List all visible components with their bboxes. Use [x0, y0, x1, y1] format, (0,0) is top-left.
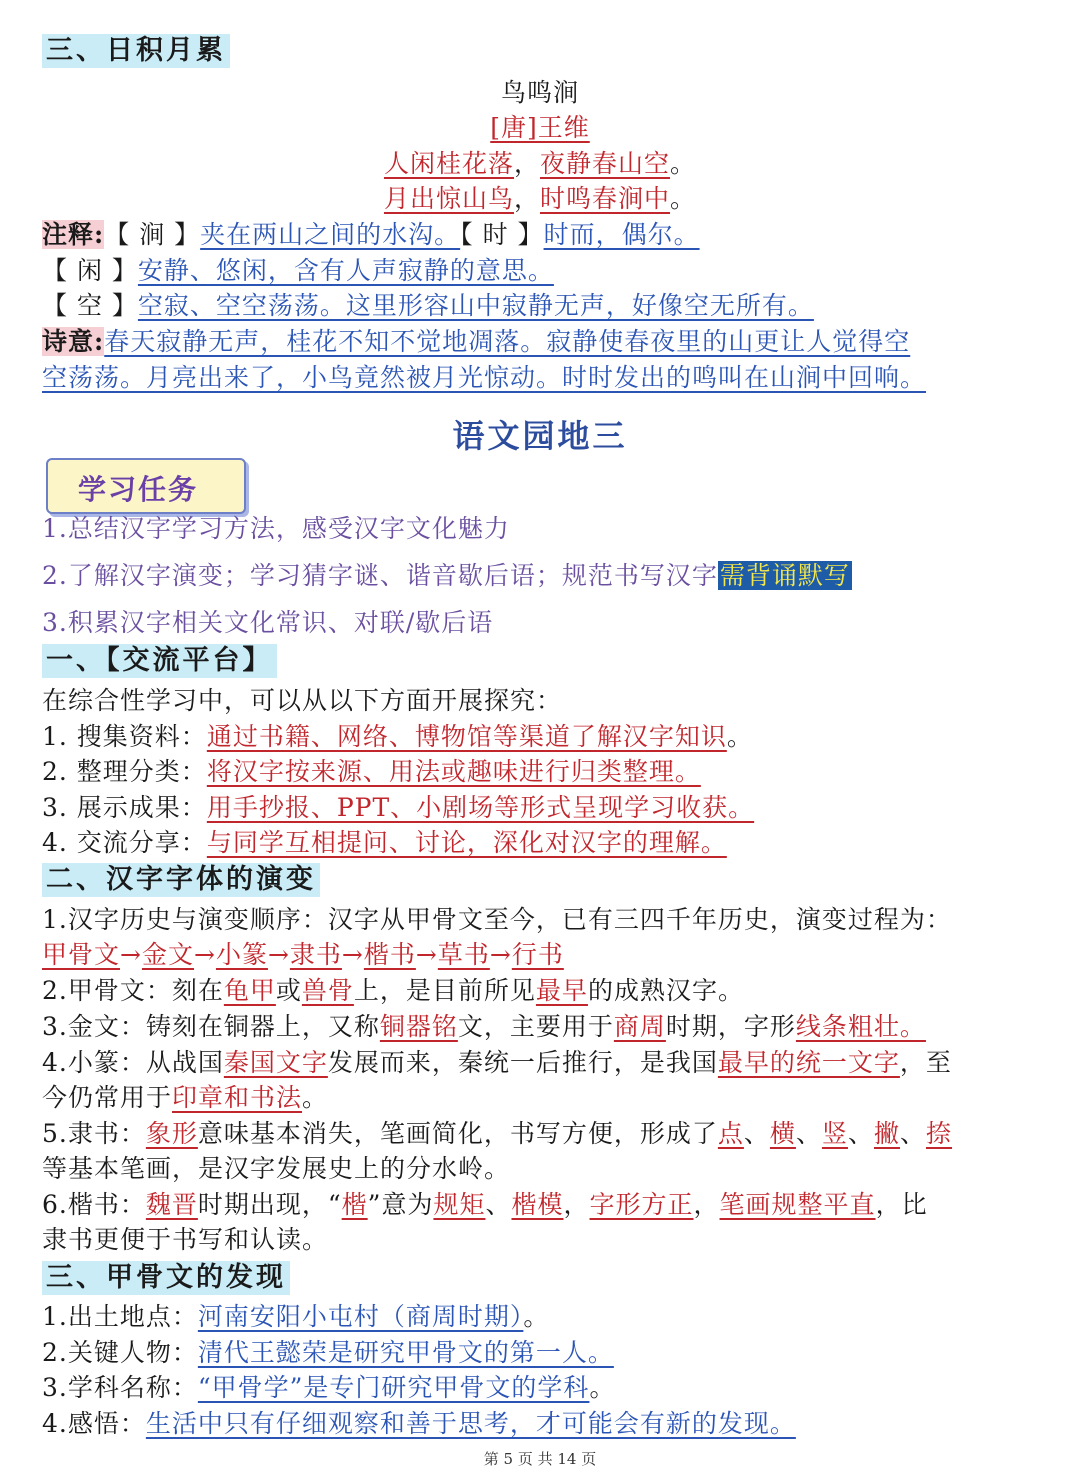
poem-title: 鸟鸣涧 [500, 78, 579, 107]
oracle-item-text: 清代王懿荣是研究甲骨文的第一人。 [197, 1338, 614, 1367]
text: 2.甲骨文：刻在 [42, 976, 224, 1005]
text: 今仍常用于 [42, 1083, 173, 1112]
exchange-item-label: 1. 搜集资料： [42, 722, 207, 751]
section-header-oracle [42, 1261, 1040, 1295]
section-header-accumulation [42, 34, 1040, 68]
text: 的成熟汉字。 [587, 976, 744, 1005]
oracle-item-text: 生活中只有仔细观察和善于思考，才可能会有新的发现。 [145, 1409, 796, 1438]
note-def-xian: 安静、悠闲，含有人声寂静的意思。 [137, 256, 554, 285]
poem-line-1 [0, 147, 1080, 181]
oracle-item [42, 1336, 1040, 1370]
oracle-item [42, 1300, 1040, 1334]
exchange-item [42, 755, 1040, 789]
poem-line-2a: 月出惊山鸟 [383, 184, 514, 213]
task-2-line [42, 559, 1040, 593]
poem-line-1-sep: ， [513, 149, 540, 178]
stroke-keyword: 竖 [821, 1119, 848, 1148]
keyword: 楷模 [511, 1190, 564, 1219]
exchange-item-label: 2. 整理分类： [42, 757, 207, 786]
oracle-item-end: 。 [589, 1373, 616, 1402]
evo-para-5-cont: 等基本笔画，是汉字发展史上的分水岭。 [42, 1154, 511, 1183]
evo-para-3 [42, 1010, 1040, 1044]
text: ，比 [875, 1190, 928, 1219]
keyword: 兽骨 [301, 976, 354, 1005]
meaning-label: 诗意: [42, 327, 105, 356]
note-term-shi: 【 时 】 [460, 220, 544, 249]
text: ”意为 [367, 1190, 434, 1219]
note-term-jian: 【 涧 】 [104, 220, 201, 249]
task-3: 3.积累汉字相关文化常识、对联/歇后语 [42, 608, 494, 637]
note-term-xian: 【 闲 】 [42, 256, 138, 285]
poem-line-1a: 人闲桂花落 [383, 149, 514, 178]
text: 4.小篆：从战国 [42, 1048, 224, 1077]
exchange-item-text: 将汉字按来源、用法或趣味进行归类整理。 [206, 757, 701, 786]
poem-author-line [0, 111, 1080, 145]
poem-line-1b: 夜静春山空 [540, 149, 671, 178]
stroke-keyword: 点 [717, 1119, 744, 1148]
text: 发展而来，秦统一后推行，是我国 [327, 1048, 718, 1077]
poem-line-1-end: 。 [670, 149, 697, 178]
text: 、 [485, 1190, 512, 1219]
text: 、 [900, 1119, 927, 1148]
oracle-item-label: 2.关键人物： [42, 1338, 198, 1367]
evo-step: 隶书 [289, 940, 342, 969]
oracle-item-end: 。 [523, 1302, 550, 1331]
oracle-item [42, 1407, 1040, 1441]
garden-title: 语文园地三 [452, 417, 628, 455]
note-row-2 [42, 254, 1040, 288]
page-footer: 第 5 页 共 14 页 [483, 1450, 597, 1468]
keyword: 印章和书法 [172, 1083, 303, 1112]
recite-tag: 需背诵默写 [719, 561, 850, 590]
text: 意味基本消失，笔画简化，书写方便，形成了 [197, 1119, 718, 1148]
evo-para-6-cont: 隶书更便于书写和认读。 [42, 1225, 329, 1254]
keyword: 铜器铭 [379, 1012, 458, 1041]
text: 文，主要用于 [457, 1012, 614, 1041]
keyword: 最早的统一文字 [717, 1048, 900, 1077]
evo-arrow: → [120, 940, 142, 969]
meaning-row-1 [42, 325, 1040, 359]
text: 、 [743, 1119, 770, 1148]
poem-line-2-sep: ， [513, 184, 540, 213]
exchange-item-text: 通过书籍、网络、博物馆等渠道了解汉字知识 [206, 722, 727, 751]
evo-step: 草书 [437, 940, 490, 969]
keyword: 秦国文字 [223, 1048, 328, 1077]
section-header-evolution [42, 863, 1040, 897]
section-header-label: 三、甲骨文的发现 [42, 1261, 290, 1295]
poem-line-2 [0, 182, 1080, 216]
text: 5.隶书： [42, 1119, 146, 1148]
oracle-item-text: 河南安阳小屯村（商周时期） [197, 1302, 524, 1331]
keyword: 象形 [145, 1119, 198, 1148]
text: 或 [275, 976, 302, 1005]
poem-line-2b: 时鸣春涧中 [540, 184, 671, 213]
text: 时期，字形 [665, 1012, 796, 1041]
evo-para-1: 1.汉字历史与演变顺序：汉字从甲骨文至今，已有三四千年历史，演变过程为： [42, 905, 952, 934]
evo-step: 甲骨文 [42, 940, 121, 969]
evo-para-6 [42, 1188, 1040, 1222]
poem-author: [唐]王维 [490, 113, 590, 142]
exchange-item [42, 791, 1040, 825]
task-2: 2.了解汉字演变；学习猜字谜、谐音歇后语；规范书写汉字 [42, 561, 718, 590]
stroke-keyword: 横 [769, 1119, 796, 1148]
text: ， [693, 1190, 720, 1219]
evo-step: 小篆 [215, 940, 268, 969]
note-row-3 [42, 289, 1040, 323]
evo-arrow: → [415, 940, 438, 969]
section-header-label: 三、日积月累 [42, 34, 230, 68]
evo-sequence [42, 938, 1040, 972]
evo-arrow: → [341, 940, 364, 969]
keyword: 字形方正 [589, 1190, 694, 1219]
garden-title-line [0, 414, 1080, 461]
exchange-item-end: 。 [726, 722, 753, 751]
oracle-item-text: “甲骨学”是专门研究甲骨文的学科 [197, 1373, 590, 1402]
keyword: 笔画规整平直 [719, 1190, 876, 1219]
evo-arrow: → [193, 940, 216, 969]
note-term-kong: 【 空 】 [42, 291, 138, 320]
task-1: 1.总结汉字学习方法，感受汉字文化魅力 [42, 514, 510, 543]
keyword: 龟甲 [223, 976, 276, 1005]
text: 、 [847, 1119, 874, 1148]
note-def-jian: 夹在两山之间的水沟。 [200, 220, 461, 249]
text: 3.金文：铸刻在铜器上，又称 [42, 1012, 380, 1041]
keyword: 楷 [341, 1190, 368, 1219]
oracle-item-label: 4.感悟： [42, 1409, 146, 1438]
oracle-item-label: 1.出土地点： [42, 1302, 198, 1331]
exchange-item-label: 3. 展示成果： [42, 793, 207, 822]
evo-step: 行书 [511, 940, 564, 969]
task-label: 学习任务 [78, 473, 199, 506]
text: 时期出现，“ [197, 1190, 342, 1219]
meaning-text-2: 空荡荡。月亮出来了，小鸟竟然被月光惊动。时时发出的鸣叫在山涧中回响。 [42, 363, 927, 392]
exchange-item [42, 826, 1040, 860]
section-header-exchange [42, 644, 1040, 678]
meaning-row-2 [42, 361, 1040, 395]
section-header-label: 二、汉字字体的演变 [42, 863, 320, 897]
oracle-item [42, 1371, 1040, 1405]
evo-para-2 [42, 974, 1040, 1008]
section-header-label: 一、【交流平台】 [42, 644, 277, 678]
keyword: 商周 [613, 1012, 666, 1041]
evo-para-4-cont [42, 1081, 1040, 1115]
evo-arrow: → [489, 940, 512, 969]
note-row-1 [42, 218, 1040, 252]
keyword: 最早 [535, 976, 588, 1005]
keyword: 规矩 [433, 1190, 486, 1219]
text: ，至 [899, 1048, 952, 1077]
evo-step: 金文 [141, 940, 194, 969]
stroke-keyword: 捺 [926, 1119, 953, 1148]
stroke-keyword: 撇 [873, 1119, 900, 1148]
meaning-text-1: 春天寂静无声，桂花不知不觉地凋落。寂静使春夜里的山更让人觉得空 [104, 327, 911, 356]
keyword: 线条粗壮。 [795, 1012, 926, 1041]
oracle-item-label: 3.学科名称： [42, 1373, 198, 1402]
note-def-shi: 时而，偶尔。 [543, 220, 700, 249]
evo-para-4 [42, 1046, 1040, 1080]
text: 上，是目前所见 [353, 976, 536, 1005]
text: ， [563, 1190, 590, 1219]
text: 、 [795, 1119, 822, 1148]
evo-arrow: → [267, 940, 290, 969]
exchange-item-label: 4. 交流分享： [42, 828, 207, 857]
exchange-item-text: 用手抄报、PPT、小剧场等形式呈现学习收获。 [206, 793, 755, 822]
text: 6.楷书： [42, 1190, 146, 1219]
poem-line-2-end: 。 [670, 184, 697, 213]
note-label: 注释: [42, 220, 105, 249]
text: 。 [302, 1083, 329, 1112]
exchange-item-text: 与同学互相提问、讨论，深化对汉字的理解。 [206, 828, 727, 857]
exchange-intro: 在综合性学习中，可以从以下方面开展探究： [42, 686, 563, 715]
note-def-kong: 空寂、空空荡荡。这里形容山中寂静无声，好像空无所有。 [137, 291, 814, 320]
exchange-item [42, 720, 1040, 754]
task-banner [46, 458, 246, 514]
evo-para-5 [42, 1117, 1040, 1151]
keyword: 魏晋 [145, 1190, 198, 1219]
evo-step: 楷书 [363, 940, 416, 969]
